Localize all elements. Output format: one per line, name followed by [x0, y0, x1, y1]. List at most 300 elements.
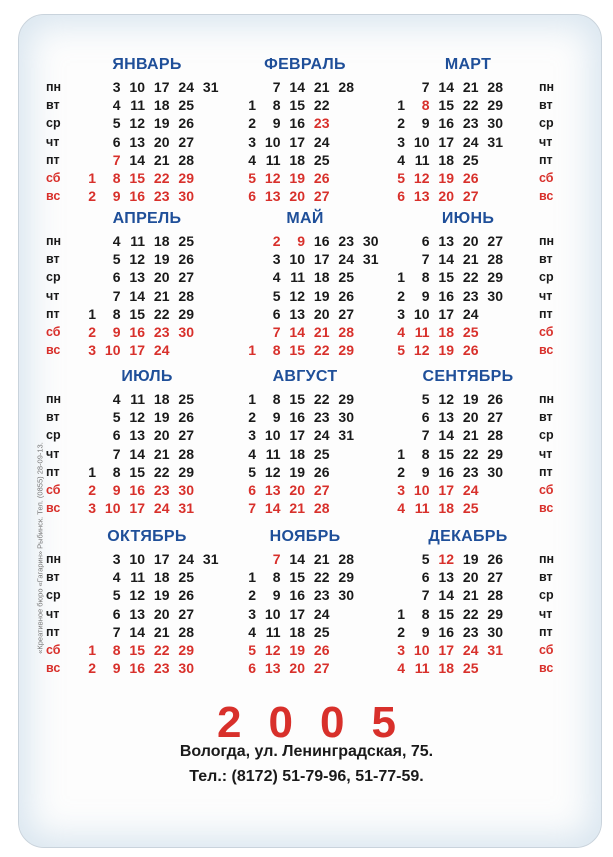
- day-cell: 17: [438, 305, 454, 322]
- day-cell: 11: [130, 391, 145, 407]
- day-cell: 27: [178, 605, 194, 622]
- day-cell: 11: [130, 569, 145, 586]
- day-cell: 30: [487, 463, 503, 480]
- day-cell: 5: [248, 463, 256, 480]
- day-cell: 19: [153, 251, 170, 268]
- day-cell: 18: [438, 151, 454, 168]
- month-name: АВГУСТ: [272, 368, 338, 385]
- day-cell: 12: [264, 642, 281, 658]
- week-row: [40, 481, 250, 499]
- day-cell: 10: [413, 305, 430, 322]
- day-cell: 31: [487, 133, 503, 150]
- day-cell: 1: [248, 391, 256, 407]
- day-cell: 5: [421, 551, 430, 567]
- day-cell: 16: [289, 587, 305, 604]
- day-cell: 19: [289, 463, 305, 480]
- month-name: ДЕКАБРЬ: [428, 528, 508, 545]
- day-cell: 20: [153, 133, 170, 150]
- day-cell: 2: [397, 463, 405, 480]
- day-cell: 4: [248, 445, 256, 462]
- day-cell: 11: [290, 269, 305, 286]
- day-cell: 11: [265, 445, 281, 462]
- day-cell: 12: [264, 463, 281, 480]
- day-cell: 28: [487, 79, 503, 95]
- week-row: [385, 623, 595, 641]
- day-cell: 28: [178, 445, 194, 462]
- day-cell: 2: [88, 660, 96, 677]
- day-cell: 4: [248, 623, 256, 640]
- day-cell: 10: [264, 605, 281, 622]
- month-name: НОЯБРЬ: [269, 528, 341, 545]
- day-cell: 30: [487, 623, 503, 640]
- day-cell: 25: [178, 391, 194, 407]
- day-cell: 31: [202, 551, 219, 567]
- day-cell: 5: [397, 342, 405, 359]
- weekday-label: пт: [539, 152, 553, 167]
- day-cell: 10: [289, 251, 305, 268]
- day-cell: 21: [462, 251, 479, 268]
- day-cell: 24: [153, 342, 170, 359]
- day-cell: 14: [438, 427, 454, 444]
- day-cell: 18: [153, 569, 170, 586]
- week-row: [40, 341, 250, 359]
- day-cell: 23: [462, 115, 479, 132]
- week-row: [40, 78, 250, 96]
- day-cell: 23: [462, 463, 479, 480]
- day-cell: 6: [248, 482, 256, 498]
- day-cell: 13: [289, 305, 305, 322]
- weekday-label: ср: [539, 428, 554, 443]
- day-cell: 14: [264, 500, 281, 517]
- day-cell: 10: [413, 482, 430, 498]
- week-row: [385, 305, 595, 323]
- weekday-label: вс: [46, 661, 61, 676]
- week-row: [385, 550, 595, 568]
- weekday-label: пн: [46, 392, 62, 406]
- weekday-label: вт: [46, 98, 60, 113]
- day-cell: 15: [289, 391, 305, 407]
- day-cell: 17: [313, 251, 330, 268]
- weekday-label: ср: [46, 588, 61, 603]
- week-row: [385, 408, 595, 426]
- week-row: [385, 96, 595, 114]
- day-cell: 24: [313, 605, 330, 622]
- day-cell: 23: [462, 623, 479, 640]
- day-cell: 2: [397, 115, 405, 132]
- day-cell: 13: [129, 605, 145, 622]
- day-cell: 25: [178, 97, 194, 114]
- weekday-label: сб: [539, 171, 554, 185]
- weekday-label: пн: [539, 234, 555, 248]
- week-row: [385, 250, 595, 268]
- day-cell: 4: [112, 233, 121, 249]
- day-cell: 6: [421, 569, 430, 586]
- day-cell: 13: [129, 133, 145, 150]
- day-cell: 2: [88, 482, 96, 498]
- day-cell: 27: [178, 269, 194, 286]
- day-cell: 9: [272, 587, 281, 604]
- week-row: [385, 463, 595, 481]
- day-cell: 7: [421, 251, 430, 268]
- day-cell: 24: [462, 305, 479, 322]
- day-cell: 6: [397, 188, 405, 205]
- day-cell: 17: [289, 427, 305, 444]
- day-cell: 25: [178, 233, 194, 249]
- day-cell: 18: [153, 391, 170, 407]
- day-cell: 23: [153, 324, 170, 340]
- day-cell: 2: [397, 623, 405, 640]
- day-cell: 3: [88, 342, 96, 359]
- week-row: [385, 169, 595, 187]
- weekday-label: вс: [539, 189, 554, 204]
- week-row: [385, 481, 595, 499]
- day-cell: 6: [248, 660, 256, 677]
- month-block: [40, 210, 250, 370]
- day-cell: 20: [289, 660, 305, 677]
- day-cell: 21: [313, 79, 330, 95]
- day-cell: 14: [129, 445, 145, 462]
- month-name: МАРТ: [444, 56, 492, 73]
- day-cell: 27: [462, 188, 479, 205]
- day-cell: 26: [178, 409, 194, 426]
- day-cell: 1: [248, 97, 256, 114]
- day-cell: 6: [112, 427, 121, 444]
- day-cell: 19: [438, 342, 454, 359]
- month-block: [385, 210, 595, 370]
- weekday-label: ср: [46, 428, 61, 443]
- day-cell: 9: [112, 324, 121, 340]
- day-cell: 2: [248, 409, 256, 426]
- day-cell: 7: [272, 324, 281, 340]
- day-cell: 17: [153, 79, 170, 95]
- week-row: [40, 232, 250, 250]
- weekday-label: сб: [539, 483, 554, 497]
- week-row: [40, 426, 250, 444]
- day-cell: 18: [289, 445, 305, 462]
- day-cell: 31: [338, 427, 354, 444]
- day-cell: 15: [129, 642, 145, 658]
- day-cell: 22: [462, 97, 479, 114]
- day-cell: 24: [153, 500, 170, 517]
- month-name: АПРЕЛЬ: [112, 210, 182, 227]
- address-line: Вологда, ул. Ленинградская, 75.: [179, 743, 434, 760]
- day-cell: 27: [313, 482, 330, 498]
- day-cell: 28: [338, 551, 354, 567]
- day-cell: 27: [487, 409, 503, 426]
- weekday-label: пн: [539, 392, 555, 406]
- day-cell: 24: [313, 133, 330, 150]
- day-cell: 23: [313, 115, 330, 132]
- day-cell: 28: [313, 500, 330, 517]
- day-cell: 31: [487, 642, 503, 658]
- weekday-label: пн: [46, 552, 62, 566]
- day-cell: 3: [272, 251, 281, 268]
- day-cell: 8: [272, 342, 281, 359]
- day-cell: 16: [438, 115, 454, 132]
- day-cell: 6: [272, 305, 281, 322]
- day-cell: 3: [248, 133, 256, 150]
- day-cell: 1: [88, 463, 96, 480]
- weekday-label: вс: [46, 189, 61, 204]
- day-cell: 14: [289, 324, 305, 340]
- day-cell: 15: [129, 305, 145, 322]
- day-cell: 25: [462, 324, 479, 340]
- day-cell: 14: [289, 79, 305, 95]
- day-cell: 18: [289, 151, 305, 168]
- day-cell: 31: [202, 79, 219, 95]
- week-row: [385, 605, 595, 623]
- day-cell: 13: [438, 569, 454, 586]
- day-cell: 20: [313, 305, 330, 322]
- day-cell: 12: [413, 170, 430, 186]
- week-row: [385, 568, 595, 586]
- day-cell: 1: [88, 642, 96, 658]
- day-cell: 8: [272, 97, 281, 114]
- day-cell: 24: [462, 482, 479, 498]
- day-cell: 29: [338, 391, 354, 407]
- day-cell: 24: [178, 79, 194, 95]
- day-cell: 25: [462, 500, 479, 517]
- day-cell: 16: [129, 188, 145, 205]
- day-cell: 30: [487, 115, 503, 132]
- day-cell: 15: [438, 445, 454, 462]
- day-cell: 11: [130, 233, 145, 249]
- day-cell: 19: [313, 287, 330, 304]
- week-row: [40, 133, 250, 151]
- weekday-label: пт: [46, 306, 60, 321]
- day-cell: 19: [289, 170, 305, 186]
- weekday-label: чт: [46, 606, 60, 621]
- day-cell: 2: [248, 587, 256, 604]
- day-cell: 24: [462, 642, 479, 658]
- day-cell: 13: [264, 660, 281, 677]
- week-row: [40, 445, 250, 463]
- day-cell: 21: [462, 79, 479, 95]
- day-cell: 10: [104, 500, 121, 517]
- day-cell: 20: [289, 482, 305, 498]
- day-cell: 29: [487, 445, 503, 462]
- weekday-label: вс: [46, 501, 61, 516]
- day-cell: 10: [413, 133, 430, 150]
- day-cell: 29: [338, 569, 354, 586]
- month-name: ИЮЛЬ: [121, 368, 173, 385]
- week-row: [40, 499, 250, 517]
- day-cell: 24: [462, 133, 479, 150]
- day-cell: 26: [178, 251, 194, 268]
- day-cell: 5: [421, 391, 430, 407]
- day-cell: 12: [129, 115, 145, 132]
- day-cell: 29: [178, 170, 194, 186]
- day-cell: 22: [153, 170, 170, 186]
- day-cell: 16: [438, 463, 454, 480]
- day-cell: 16: [438, 287, 454, 304]
- week-row: [40, 287, 250, 305]
- day-cell: 6: [112, 133, 121, 150]
- day-cell: 1: [397, 605, 405, 622]
- week-row: [40, 623, 250, 641]
- day-cell: 30: [362, 233, 379, 249]
- day-cell: 18: [153, 97, 170, 114]
- week-row: [40, 323, 250, 341]
- day-cell: 23: [153, 482, 170, 498]
- phone-line: Тел.: (8172) 51-79-96, 51-77-59.: [189, 768, 424, 785]
- weekday-label: ср: [539, 588, 554, 603]
- week-row: [385, 287, 595, 305]
- weekday-label: вт: [539, 98, 553, 113]
- day-cell: 22: [313, 342, 330, 359]
- weekday-label: сб: [46, 643, 61, 657]
- week-row: [40, 568, 250, 586]
- week-row: [385, 232, 595, 250]
- day-cell: 16: [129, 324, 145, 340]
- day-cell: 29: [487, 97, 503, 114]
- day-cell: 23: [313, 587, 330, 604]
- weekday-label: пт: [46, 624, 60, 639]
- day-cell: 23: [338, 233, 354, 249]
- day-cell: 25: [338, 269, 354, 286]
- day-cell: 20: [462, 409, 479, 426]
- day-cell: 22: [153, 463, 170, 480]
- week-row: [40, 586, 250, 604]
- day-cell: 7: [272, 79, 281, 95]
- weekday-label: чт: [539, 134, 553, 149]
- day-cell: 29: [338, 342, 354, 359]
- day-cell: 3: [112, 79, 121, 95]
- day-cell: 16: [289, 409, 305, 426]
- day-cell: 28: [487, 427, 503, 444]
- day-cell: 1: [248, 569, 256, 586]
- day-cell: 26: [487, 551, 503, 567]
- day-cell: 26: [313, 642, 330, 658]
- weekday-label: вс: [539, 343, 554, 358]
- day-cell: 30: [178, 482, 194, 498]
- day-cell: 25: [313, 623, 330, 640]
- weekday-label: пн: [46, 234, 62, 248]
- day-cell: 8: [421, 97, 430, 114]
- day-cell: 15: [438, 605, 454, 622]
- week-row: [385, 133, 595, 151]
- week-row: [40, 641, 250, 659]
- day-cell: 24: [338, 251, 354, 268]
- week-row: [40, 463, 250, 481]
- day-cell: 21: [289, 500, 305, 517]
- year-title: 2005: [217, 698, 423, 747]
- weekday-label: сб: [539, 325, 554, 339]
- day-cell: 17: [289, 605, 305, 622]
- day-cell: 13: [129, 427, 145, 444]
- day-cell: 13: [438, 233, 454, 249]
- day-cell: 1: [397, 445, 405, 462]
- day-cell: 30: [178, 188, 194, 205]
- month-block: [385, 56, 595, 216]
- day-cell: 11: [130, 97, 145, 114]
- day-cell: 7: [421, 587, 430, 604]
- week-row: [40, 408, 250, 426]
- week-row: [385, 323, 595, 341]
- day-cell: 17: [129, 500, 145, 517]
- day-cell: 25: [313, 151, 330, 168]
- day-cell: 20: [153, 427, 170, 444]
- week-row: [40, 659, 250, 677]
- day-cell: 16: [129, 482, 145, 498]
- day-cell: 4: [272, 269, 281, 286]
- day-cell: 26: [178, 587, 194, 604]
- day-cell: 12: [438, 551, 454, 567]
- week-row: [40, 169, 250, 187]
- weekday-label: вс: [539, 661, 554, 676]
- weekday-label: вт: [46, 252, 60, 267]
- weekday-label: пт: [539, 306, 553, 321]
- week-row: [385, 499, 595, 517]
- day-cell: 26: [178, 115, 194, 132]
- day-cell: 21: [462, 587, 479, 604]
- weekday-label: пн: [539, 552, 555, 566]
- day-cell: 15: [289, 342, 305, 359]
- weekday-label: ср: [46, 270, 61, 285]
- day-cell: 27: [313, 660, 330, 677]
- month-name: ФЕВРАЛЬ: [264, 56, 346, 73]
- day-cell: 21: [462, 427, 479, 444]
- day-cell: 19: [153, 115, 170, 132]
- day-cell: 7: [112, 445, 121, 462]
- day-cell: 16: [129, 660, 145, 677]
- day-cell: 20: [462, 233, 479, 249]
- day-cell: 12: [438, 391, 454, 407]
- day-cell: 12: [129, 409, 145, 426]
- day-cell: 25: [313, 445, 330, 462]
- weekday-label: ср: [539, 116, 554, 131]
- weekday-label: чт: [46, 134, 60, 149]
- day-cell: 15: [438, 269, 454, 286]
- day-cell: 9: [421, 115, 430, 132]
- week-row: [40, 605, 250, 623]
- day-cell: 30: [338, 587, 354, 604]
- day-cell: 17: [438, 482, 454, 498]
- weekday-label: пт: [539, 464, 553, 479]
- day-cell: 28: [338, 324, 354, 340]
- day-cell: 2: [88, 188, 96, 205]
- day-cell: 12: [413, 342, 430, 359]
- month-block: [40, 56, 250, 216]
- day-cell: 25: [462, 660, 479, 677]
- day-cell: 16: [289, 115, 305, 132]
- day-cell: 13: [264, 482, 281, 498]
- day-cell: 28: [178, 151, 194, 168]
- weekday-label: чт: [539, 606, 553, 621]
- day-cell: 4: [112, 391, 121, 407]
- day-cell: 27: [178, 427, 194, 444]
- day-cell: 31: [362, 251, 379, 268]
- day-cell: 24: [313, 427, 330, 444]
- day-cell: 31: [178, 500, 194, 517]
- weekday-label: пт: [539, 624, 553, 639]
- day-cell: 22: [313, 569, 330, 586]
- day-cell: 13: [413, 188, 430, 205]
- day-cell: 24: [178, 551, 194, 567]
- day-cell: 3: [397, 305, 405, 322]
- day-cell: 4: [397, 500, 405, 517]
- day-cell: 17: [129, 342, 145, 359]
- day-cell: 29: [178, 463, 194, 480]
- day-cell: 27: [313, 188, 330, 205]
- day-cell: 5: [248, 170, 256, 186]
- week-row: [385, 445, 595, 463]
- day-cell: 13: [438, 409, 454, 426]
- weekday-label: вт: [539, 410, 553, 425]
- week-row: [385, 268, 595, 286]
- day-cell: 21: [153, 151, 170, 168]
- day-cell: 27: [178, 133, 194, 150]
